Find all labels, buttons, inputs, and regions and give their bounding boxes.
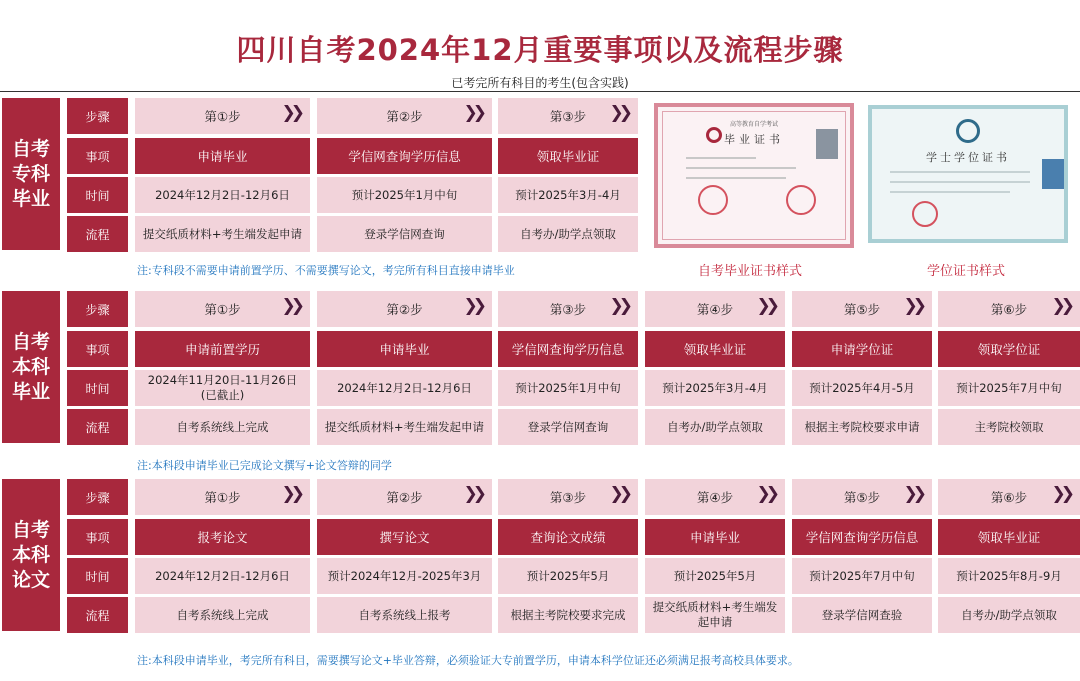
- flow-cell: [498, 216, 638, 252]
- time-cell: [498, 370, 638, 406]
- time-text: 预计2025年1月中旬: [351, 187, 458, 202]
- time-cell: [135, 177, 310, 213]
- section-note: 注:本科段申请毕业已完成论文撰写+论文答辩的同学: [137, 459, 392, 472]
- item-text: 领取学位证: [977, 341, 1041, 357]
- flow-text: 提交纸质材料+考生端发起申请: [142, 226, 303, 241]
- item-cell: [645, 519, 785, 555]
- time-text: 预计2025年1月中旬: [515, 380, 621, 395]
- flow-cell: [792, 597, 932, 633]
- double-chevron-right-icon: ❯❯: [281, 103, 300, 123]
- double-chevron-right-icon: ❯❯: [609, 484, 628, 504]
- step-cell: [938, 479, 1080, 515]
- time-text: 2024年12月2日-12月6日: [155, 568, 290, 583]
- step-text: 第①步: [204, 489, 241, 505]
- time-cell: [498, 177, 638, 213]
- double-chevron-right-icon: ❯❯: [463, 103, 482, 123]
- flow-cell: [645, 409, 785, 445]
- step-text: 第④步: [696, 301, 734, 317]
- step-cell: [792, 479, 932, 515]
- step-text: 第②步: [386, 301, 423, 317]
- flow-cell: [498, 409, 638, 445]
- diploma-sample-image: [654, 103, 854, 248]
- time-cell: [317, 177, 492, 213]
- section-label: 自考 本科 论文: [2, 479, 60, 631]
- step-text: 第⑤步: [843, 489, 881, 505]
- time-cell: [792, 558, 932, 594]
- flow-text: 自考系统线上完成: [176, 419, 269, 434]
- diploma-caption: 自考毕业证书样式: [698, 264, 803, 279]
- item-text: 学信网查询学历信息: [805, 529, 919, 545]
- degree-title: 学士学位证书: [926, 151, 1010, 164]
- double-chevron-right-icon: ❯❯: [1051, 484, 1070, 504]
- step-text: 第③步: [549, 108, 587, 124]
- double-chevron-right-icon: ❯❯: [463, 484, 482, 504]
- step-text: 第②步: [386, 108, 423, 124]
- diploma-stamp-icon: [698, 185, 728, 215]
- diploma-photo: [816, 129, 838, 159]
- flow-text: 登录学信网查验: [821, 607, 903, 622]
- flow-cell: [317, 597, 492, 633]
- page-subtitle: 已考完所有科目的考生(包含实践): [451, 76, 629, 90]
- flow-text: 提交纸质材料+考生端发起申请: [652, 600, 778, 629]
- double-chevron-right-icon: ❯❯: [609, 296, 628, 316]
- step-cell: [498, 291, 638, 327]
- flow-text: 登录学信网查询: [527, 419, 609, 434]
- section-label: 自考 专科 毕业: [2, 98, 60, 250]
- time-text: 2024年11月20日-11月26日 (已截止): [147, 373, 298, 402]
- step-text: 第③步: [549, 489, 587, 505]
- degree-photo: [1042, 159, 1064, 189]
- step-row-label: 步骤: [67, 291, 128, 327]
- diploma-title: 毕业证书: [724, 133, 784, 146]
- double-chevron-right-icon: ❯❯: [281, 484, 300, 504]
- flow-cell: [135, 216, 310, 252]
- item-text: 撰写论文: [379, 529, 430, 545]
- section-note: 注:专科段不需要申请前置学历、不需要撰写论文，考完所有科目直接申请毕业: [137, 264, 515, 277]
- time-text: 预计2025年7月中旬: [956, 380, 1062, 395]
- item-row-label: 事项: [67, 519, 128, 555]
- double-chevron-right-icon: ❯❯: [463, 296, 482, 316]
- time-text: 2024年12月2日-12月6日: [155, 187, 290, 202]
- item-cell: [498, 331, 638, 367]
- flow-cell: [792, 409, 932, 445]
- section-note: 注:本科段申请毕业，考完所有科目，需要撰写论文+毕业答辩，必须验证大专前置学历，申请本科学位证还必须满足报考高校具体要求。: [137, 654, 799, 667]
- time-text: 预计2025年7月中旬: [809, 568, 915, 583]
- item-text: 领取毕业证: [536, 148, 600, 164]
- diploma-header: 高等教育自学考试: [729, 121, 778, 128]
- page-title: 四川自考2024年12月重要事项以及流程步骤: [236, 33, 844, 67]
- flow-cell: [135, 597, 310, 633]
- item-cell: [792, 331, 932, 367]
- time-text: 预计2025年5月: [673, 568, 757, 583]
- double-chevron-right-icon: ❯❯: [903, 296, 922, 316]
- diploma-text-line: [686, 157, 756, 159]
- step-row-label: 步骤: [67, 479, 128, 515]
- item-text: 申请前置学历: [184, 341, 260, 357]
- flow-text: 根据主考院校要求申请: [804, 419, 920, 434]
- item-text: 申请毕业: [379, 341, 430, 357]
- flow-cell: [938, 409, 1080, 445]
- time-text: 预计2025年4月-5月: [809, 380, 915, 395]
- time-row-label: 时间: [67, 370, 128, 406]
- header-divider: [0, 91, 1080, 92]
- flow-text: 根据主考院校要求完成: [510, 607, 626, 622]
- degree-text-line: [890, 181, 1030, 183]
- step-text: 第①步: [204, 301, 241, 317]
- flow-cell: [498, 597, 638, 633]
- item-cell: [317, 519, 492, 555]
- item-cell: [135, 331, 310, 367]
- flow-row-label: 流程: [67, 409, 128, 445]
- time-cell: [135, 370, 310, 406]
- time-cell: [792, 370, 932, 406]
- time-text: 预计2025年8月-9月: [956, 568, 1062, 583]
- flow-text: 自考办/助学点领取: [961, 607, 1057, 622]
- flow-text: 自考办/助学点领取: [667, 419, 763, 434]
- diploma-stamp-icon: [786, 185, 816, 215]
- double-chevron-right-icon: ❯❯: [1051, 296, 1070, 316]
- item-text: 申请毕业: [689, 529, 740, 545]
- time-cell: [938, 558, 1080, 594]
- item-cell: [135, 138, 310, 174]
- item-text: 学信网查询学历信息: [348, 148, 461, 164]
- step-cell: [317, 291, 492, 327]
- step-text: 第①步: [204, 108, 241, 124]
- flow-cell: [645, 597, 785, 633]
- time-text: 预计2025年3月-4月: [662, 380, 768, 395]
- step-cell: [645, 291, 785, 327]
- item-cell: [317, 331, 492, 367]
- item-cell: [498, 138, 638, 174]
- degree-text-line: [890, 171, 1030, 173]
- diploma-text-line: [686, 167, 796, 169]
- time-row-label: 时间: [67, 558, 128, 594]
- step-cell: [135, 479, 310, 515]
- flow-text: 登录学信网查询: [364, 226, 445, 241]
- flow-text: 自考系统线上完成: [176, 607, 269, 622]
- time-text: 预计2024年12月-2025年3月: [327, 568, 482, 583]
- item-row-label: 事项: [67, 138, 128, 174]
- flow-cell: [135, 409, 310, 445]
- time-cell: [645, 558, 785, 594]
- double-chevron-right-icon: ❯❯: [756, 484, 775, 504]
- flow-text: 自考办/助学点领取: [520, 226, 616, 241]
- degree-sample-image: [868, 105, 1068, 243]
- item-cell: [645, 331, 785, 367]
- double-chevron-right-icon: ❯❯: [903, 484, 922, 504]
- time-text: 预计2025年5月: [526, 568, 610, 583]
- item-text: 申请学位证: [830, 341, 894, 357]
- diploma-text-line: [686, 177, 786, 179]
- item-cell: [938, 519, 1080, 555]
- step-cell: [317, 98, 492, 134]
- section-label: 自考 本科 毕业: [2, 291, 60, 443]
- step-cell: [135, 98, 310, 134]
- time-text: 2024年12月2日-12月6日: [337, 380, 472, 395]
- time-row-label: 时间: [67, 177, 128, 213]
- flow-cell: [317, 216, 492, 252]
- degree-emblem-icon: [956, 119, 980, 143]
- item-text: 领取毕业证: [977, 529, 1041, 545]
- step-cell: [645, 479, 785, 515]
- flow-cell: [317, 409, 492, 445]
- item-cell: [792, 519, 932, 555]
- time-cell: [938, 370, 1080, 406]
- step-text: 第④步: [696, 489, 734, 505]
- double-chevron-right-icon: ❯❯: [756, 296, 775, 316]
- item-text: 报考论文: [197, 529, 248, 545]
- flow-cell: [938, 597, 1080, 633]
- step-cell: [498, 479, 638, 515]
- item-text: 领取毕业证: [683, 341, 747, 357]
- item-cell: [135, 519, 310, 555]
- time-text: 预计2025年3月-4月: [515, 187, 621, 202]
- time-cell: [645, 370, 785, 406]
- time-cell: [317, 370, 492, 406]
- step-cell: [938, 291, 1080, 327]
- step-text: 第②步: [386, 489, 423, 505]
- item-text: 学信网查询学历信息: [511, 341, 625, 357]
- time-cell: [135, 558, 310, 594]
- item-cell: [498, 519, 638, 555]
- item-row-label: 事项: [67, 331, 128, 367]
- item-text: 查询论文成绩: [530, 529, 606, 545]
- step-text: 第⑤步: [843, 301, 881, 317]
- double-chevron-right-icon: ❯❯: [281, 296, 300, 316]
- flow-text: 自考系统线上报考: [358, 607, 451, 622]
- step-cell: [792, 291, 932, 327]
- flow-row-label: 流程: [67, 597, 128, 633]
- step-text: 第⑥步: [990, 301, 1028, 317]
- step-row-label: 步骤: [67, 98, 128, 134]
- step-cell: [317, 479, 492, 515]
- time-cell: [317, 558, 492, 594]
- item-cell: [317, 138, 492, 174]
- degree-stamp-icon: [912, 201, 938, 227]
- step-cell: [135, 291, 310, 327]
- flow-text: 提交纸质材料+考生端发起申请: [324, 419, 485, 434]
- step-text: 第⑥步: [990, 489, 1028, 505]
- degree-caption: 学位证书样式: [927, 264, 1006, 279]
- item-text: 申请毕业: [197, 148, 248, 164]
- step-text: 第③步: [549, 301, 587, 317]
- item-cell: [938, 331, 1080, 367]
- time-cell: [498, 558, 638, 594]
- degree-text-line: [890, 191, 1010, 193]
- step-cell: [498, 98, 638, 134]
- double-chevron-right-icon: ❯❯: [609, 103, 628, 123]
- flow-text: 主考院校领取: [974, 419, 1044, 434]
- flow-row-label: 流程: [67, 216, 128, 252]
